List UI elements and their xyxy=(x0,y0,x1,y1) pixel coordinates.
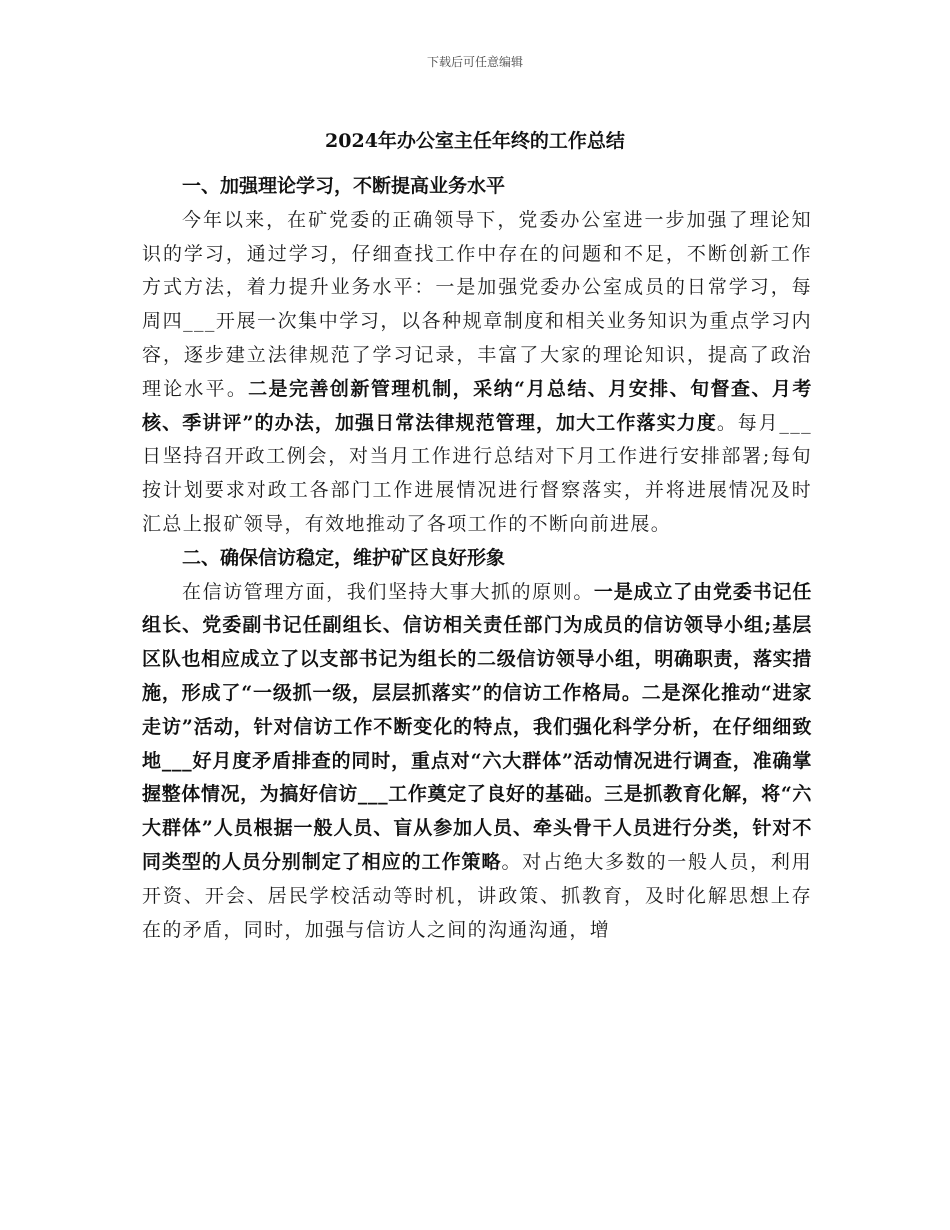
paragraph-text: 在信访管理方面，我们坚持大事大抓的原则。 xyxy=(182,580,594,603)
document-body xyxy=(142,170,812,947)
paragraph-text: 。对占绝大多数的一般人员，利用开资、开会、居民学校活动等时机，讲政策、抓教育，及时化解思想上存在的矛盾，同时，加强与信访人之间的沟通沟通，增 xyxy=(142,850,812,941)
paragraph-text: 今年以来，在矿党委的正确领导下，党委办公室进一步加强了理论知识的学习，通过学习，仔细查找工作中存在的问题和不足，不断创新工作方式方法，着力提升业务水平：一是加强党委办公室成员的日常学习，每周四___开展一次集中学习，以各种规章制度和相关业务知识为重点学习内容，逐步建立法律规范了学习记录，丰富了大家的理论知识，提高了政治理论水平。 xyxy=(142,208,812,400)
paragraph-bold-text: 一是成立了由党委书记任组长、党委副书记任副组长、信访相关责任部门为成员的信访领导小组;基层区队也相应成立了以支部书记为组长的二级信访领导小组，明确职责，落实措施，形成了“一级抓一级，层层抓落实”的信访工作格局 xyxy=(142,580,812,704)
paragraph-bold-text: 二是完善创新管理机制，采纳“月总结、月安排、旬督查、月考核、季讲评”的办法，加强日常法律规范管理，加大工作落实力度 xyxy=(142,377,812,434)
document-title: 2024年办公室主任年终的工作总结 xyxy=(325,130,625,152)
paragraph-bold-text: 。二是深化推动“进家走访”活动，针对信访工作不断变化的特点，我们强化科学分析，在仔细细致地___好月度矛盾排查的同时，重点对“六大群体”活动情况进行调查，准确掌握整体情况，为搞好信访___工作奠定了良好的基础。三是抓教育化解，将“六大群体”人员根据一般人员、盲从参加人员、牵头骨干人员进行分类，针对不同类型的人员分别制定了相应的工作策略 xyxy=(142,681,812,873)
section-heading-1: 一、加强理论学习，不断提高业务水平 xyxy=(182,175,506,197)
section-heading-2: 二、确保信访稳定，维护矿区良好形象 xyxy=(182,546,506,569)
section-paragraph-2 xyxy=(142,576,812,948)
paragraph-text: 。每月___日坚持召开政工例会，对当月工作进行总结对下月工作进行安排部署;每旬按计划要求对政工各部门工作进展情况进行督察落实，并将进展情况及时汇总上报矿领导，有效地推动了各项工作的不断向前进展。 xyxy=(142,411,812,535)
section-paragraph-1 xyxy=(142,204,812,542)
header-note: 下载后可任意编辑 xyxy=(426,55,523,69)
